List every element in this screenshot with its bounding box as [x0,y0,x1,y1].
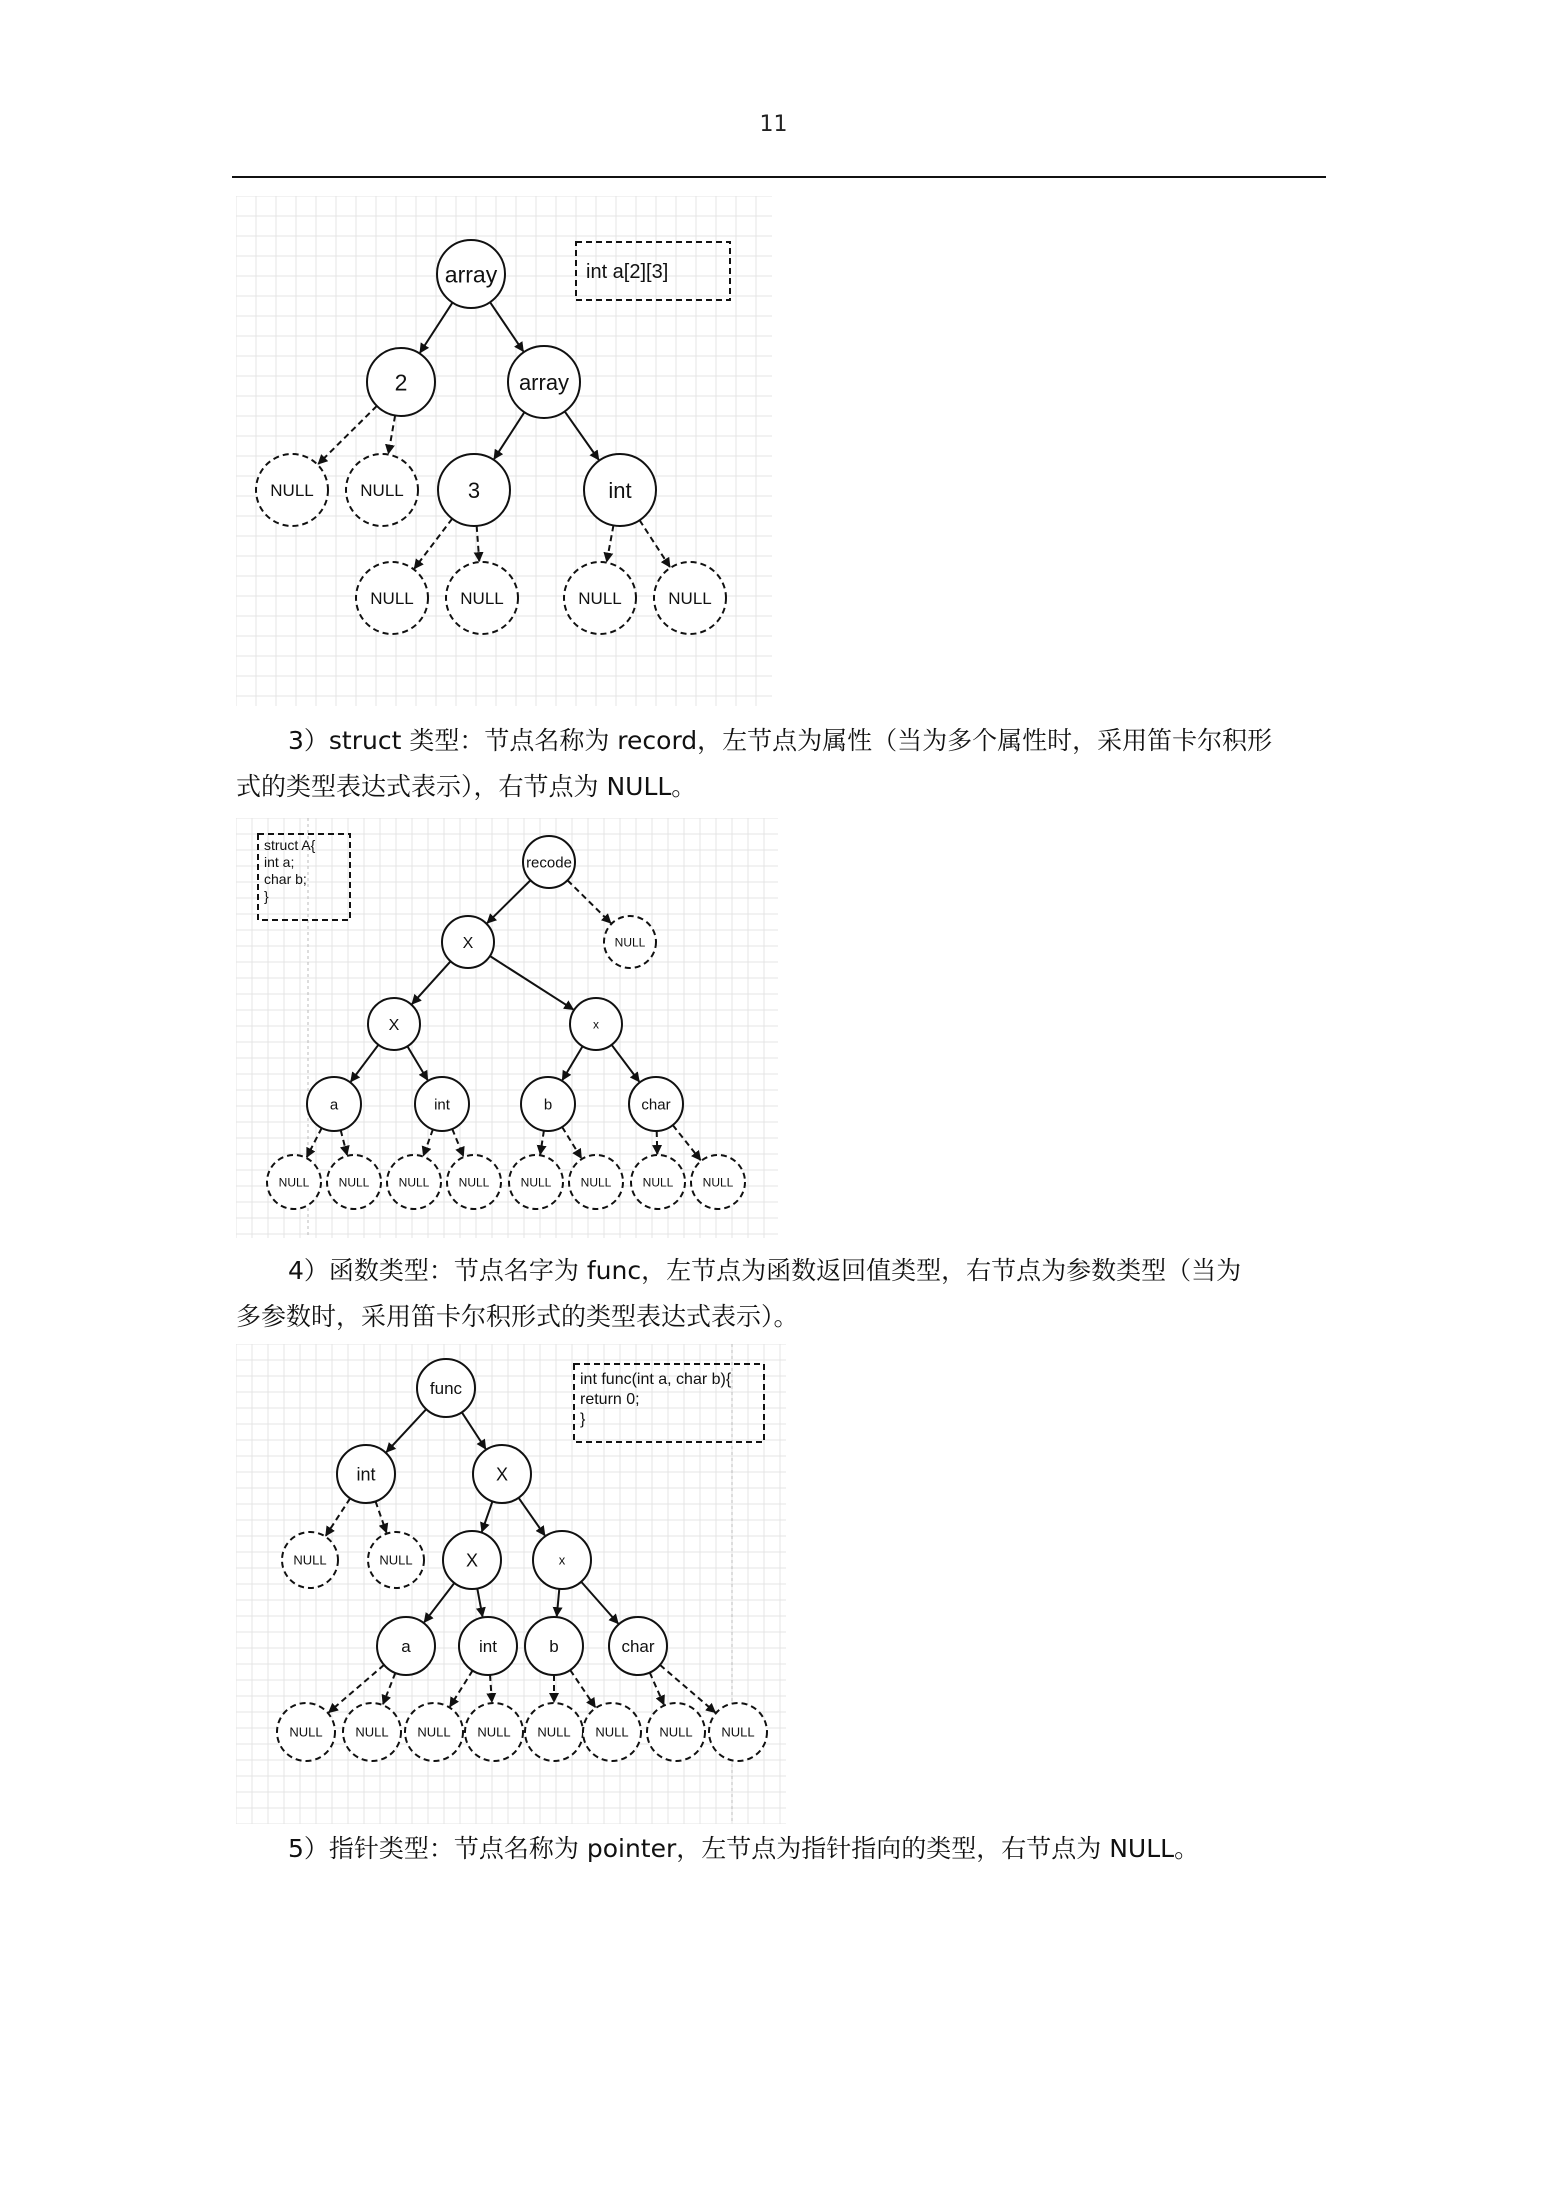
node-label: 3 [467,477,481,503]
null-node [405,1703,463,1761]
node-label: NULL [360,481,404,501]
paragraph-pointer [236,1826,1326,1872]
tree-node [584,454,656,526]
tree-node [367,348,435,416]
null-node [327,1155,381,1209]
node-label: NULL [614,935,646,950]
tree-node [337,1445,395,1503]
node-label: char [621,1637,655,1657]
null-node [343,1703,401,1761]
tree-node [609,1617,667,1675]
node-label: int [479,1637,497,1657]
node-label: NULL [659,1724,693,1740]
node-label: x [593,1017,599,1032]
figure-func-tree [236,1344,786,1824]
null-node [356,562,428,634]
header-rule [232,176,1326,178]
tree-node [417,1359,475,1417]
tree-node [523,836,575,888]
code-line: struct A{ [264,837,316,853]
node-label: NULL [537,1724,571,1740]
node-label: b [549,1637,559,1657]
node-label: NULL [278,1175,310,1190]
node-label: X [462,934,474,952]
dashed-edge [414,519,452,569]
node-label: int [608,477,632,503]
edge [490,302,523,351]
node-label: func [429,1379,463,1399]
null-node [267,1155,321,1209]
node-label: a [329,1096,339,1114]
code-box [258,834,350,920]
code-line: int func(int a, char b){ [580,1371,732,1388]
tree-node [473,1445,531,1503]
dashed-edge [640,520,670,567]
edge [612,1045,640,1082]
paragraph-struct [236,718,1326,810]
figure-array-tree [236,196,772,706]
struct-tree-diagram [236,818,778,1238]
null-node [709,1703,767,1761]
code-line: int a; [264,854,295,870]
edge [351,1045,379,1082]
node-label: NULL [702,1175,734,1190]
node-label: X [495,1464,509,1485]
tree-node [508,346,580,418]
null-node [465,1703,523,1761]
code-line: } [264,888,269,904]
paragraph-struct-line-1: 3）struct 类型：节点名称为 record，左节点为属性（当为多个属性时，采用笛卡尔积形 [288,726,1273,755]
edge [482,1501,493,1531]
node-label: X [465,1550,479,1571]
paragraph-function [236,1248,1326,1340]
null-node [387,1155,441,1209]
dashed-edge [450,1671,473,1707]
node-label: NULL [370,589,414,609]
edge [386,1409,426,1452]
node-label: a [401,1637,411,1657]
node-label: NULL [477,1724,511,1740]
edge [412,961,450,1004]
null-node [569,1155,623,1209]
node-label: NULL [338,1175,370,1190]
func-tree-diagram [236,1344,786,1824]
code-box [576,242,730,300]
code-line: return 0; [580,1391,640,1408]
edge [407,1046,427,1080]
node-label: NULL [668,589,712,609]
tree-node [368,998,420,1050]
null-node [509,1155,563,1209]
null-node [525,1703,583,1761]
node-label: int [356,1464,376,1485]
dashed-edge [388,415,395,453]
tree-node [521,1077,575,1131]
null-node [256,454,328,526]
tree-node [307,1077,361,1131]
node-label: b [543,1096,553,1114]
paragraph-function-line-2: 多参数时，采用笛卡尔积形式的类型表达式表示）。 [236,1302,799,1331]
tree-node [437,240,505,308]
null-node [691,1155,745,1209]
paragraph-function-line-1: 4）函数类型：节点名字为 func，左节点为函数返回值类型，右节点为参数类型（当为 [288,1256,1242,1285]
page-number: 11 [759,112,788,137]
tree-node [438,454,510,526]
node-label: NULL [721,1724,755,1740]
tree-node [415,1077,469,1131]
edge [477,1589,482,1617]
dashed-edge [307,1128,322,1157]
node-label: NULL [398,1175,430,1190]
null-node [447,1155,501,1209]
null-node [583,1703,641,1761]
node-label: recode [526,854,572,872]
node-label: array [444,261,498,288]
code-line: char b; [264,871,307,887]
tree-node [525,1617,583,1675]
null-node [654,562,726,634]
null-node [564,562,636,634]
edge [462,1412,486,1449]
null-node [647,1703,705,1761]
node-label: NULL [289,1724,323,1740]
dashed-edge [341,1130,347,1155]
node-label: NULL [460,589,504,609]
null-node [346,454,418,526]
dashed-edge [383,1673,395,1704]
code-line: } [580,1411,586,1428]
node-label: NULL [293,1552,327,1568]
node-label: array [518,369,570,395]
null-node [282,1532,338,1588]
node-label: x [558,1552,566,1568]
node-label: char [641,1096,671,1114]
paragraph-struct-line-2: 式的类型表达式表示），右节点为 NULL。 [236,772,697,801]
tree-node [443,1531,501,1589]
edge [562,1046,582,1080]
dashed-edge [452,1129,463,1156]
node-label: NULL [595,1724,629,1740]
edge [581,1582,618,1624]
node-label: int [434,1096,450,1114]
edge [519,1498,545,1536]
tree-node [442,916,494,968]
node-label: NULL [520,1175,552,1190]
null-node [368,1532,424,1588]
tree-node [570,998,622,1050]
null-node [604,916,656,968]
tree-node [377,1617,435,1675]
dashed-edge [657,1131,658,1154]
array-tree-diagram [236,196,772,706]
node-label: X [388,1016,400,1034]
node-label: NULL [270,481,314,501]
paragraph-pointer-line-1: 5）指针类型：节点名称为 pointer，左节点为指针指向的类型，右节点为 NULL。 [288,1834,1200,1863]
dashed-edge [318,406,377,464]
tree-node [533,1531,591,1589]
edge [557,1589,560,1616]
null-node [277,1703,335,1761]
tree-node [459,1617,517,1675]
null-node [631,1155,685,1209]
dashed-edge [376,1501,387,1532]
null-node [446,562,518,634]
node-label: NULL [417,1724,451,1740]
dashed-edge [673,1125,701,1160]
edge [490,956,573,1009]
node-label: NULL [458,1175,490,1190]
node-label: NULL [580,1175,612,1190]
node-label: 2 [394,369,408,396]
dashed-edge [570,1670,595,1707]
node-label: NULL [578,589,622,609]
tree-node [629,1077,683,1131]
node-label: NULL [642,1175,674,1190]
figure-struct-tree [236,818,778,1238]
node-label: NULL [355,1724,389,1740]
node-label: NULL [379,1552,413,1568]
code-line: int a[2][3] [586,261,669,283]
dashed-edge [540,1131,544,1155]
